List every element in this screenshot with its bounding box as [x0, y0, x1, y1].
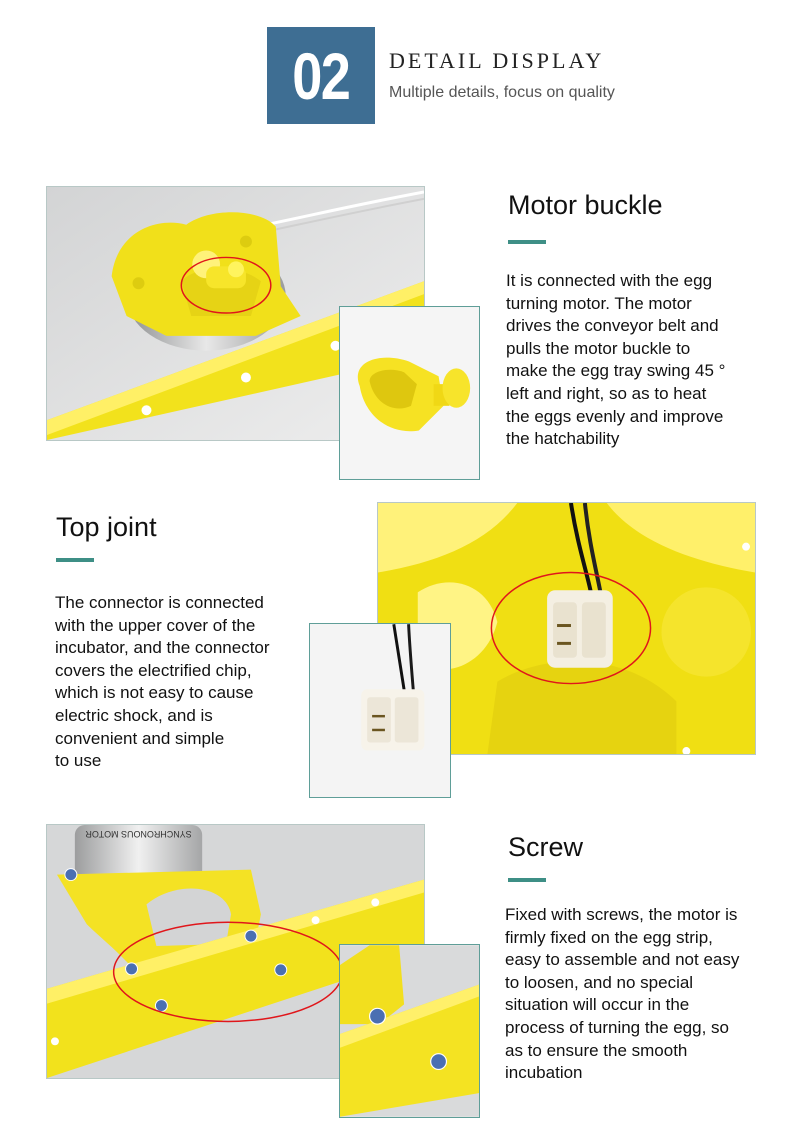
desc-line: The connector is connected — [55, 593, 264, 612]
desc-line: covers the electrified chip, — [55, 660, 252, 680]
desc-line: incubator, and the connector — [55, 638, 270, 658]
screw-closeup — [339, 944, 480, 1118]
desc-line: Fixed with screws, the motor is — [505, 905, 738, 924]
desc-line: drives the conveyor belt and — [506, 316, 719, 336]
desc-line: to use — [55, 751, 102, 771]
top-joint-title: Top joint — [56, 512, 157, 542]
motor-label: SYNCHRONOUS MOTOR — [85, 828, 192, 839]
desc-line: the hatchability — [506, 429, 620, 449]
section-number: 02 — [292, 38, 350, 113]
motor-buckle-closeup — [339, 306, 480, 480]
desc-line: turning motor. The motor — [506, 293, 692, 313]
desc-line: electric shock, and is — [55, 705, 213, 725]
section-number-badge — [267, 27, 375, 124]
desc-line: easy to assemble and not easy — [505, 950, 740, 970]
top-joint-accent-bar — [56, 558, 94, 562]
desc-line: pulls the motor buckle to — [506, 338, 691, 358]
desc-line: process of turning the egg, so — [505, 1017, 729, 1037]
desc-line: left and right, so as to heat — [506, 383, 707, 403]
motor-buckle-title: Motor buckle — [508, 190, 663, 220]
desc-line: with the upper cover of the — [55, 615, 256, 635]
desc-line: which is not easy to cause — [55, 683, 254, 703]
top-joint-closeup — [309, 623, 451, 798]
desc-line: incubation — [505, 1063, 583, 1083]
desc-line: make the egg tray swing 45 ° — [506, 361, 726, 381]
desc-line: to loosen, and no special — [505, 972, 694, 992]
motor-buckle-description — [506, 270, 766, 451]
screw-description — [505, 904, 780, 1085]
desc-line: firmly fixed on the egg strip, — [505, 927, 713, 947]
section-title: DETAIL DISPLAY — [389, 48, 605, 73]
screw-accent-bar — [508, 878, 546, 882]
section-subtitle: Multiple details, focus on quality — [389, 84, 615, 101]
desc-line: the eggs evenly and improve — [506, 406, 724, 426]
desc-line: It is connected with the egg — [506, 271, 713, 290]
motor-buckle-accent-bar — [508, 240, 546, 244]
desc-line: situation will occur in the — [505, 995, 690, 1015]
screw-title: Screw — [508, 832, 584, 862]
desc-line: convenient and simple — [55, 728, 225, 748]
top-joint-description — [55, 592, 305, 773]
desc-line: as to ensure the smooth — [505, 1040, 688, 1060]
